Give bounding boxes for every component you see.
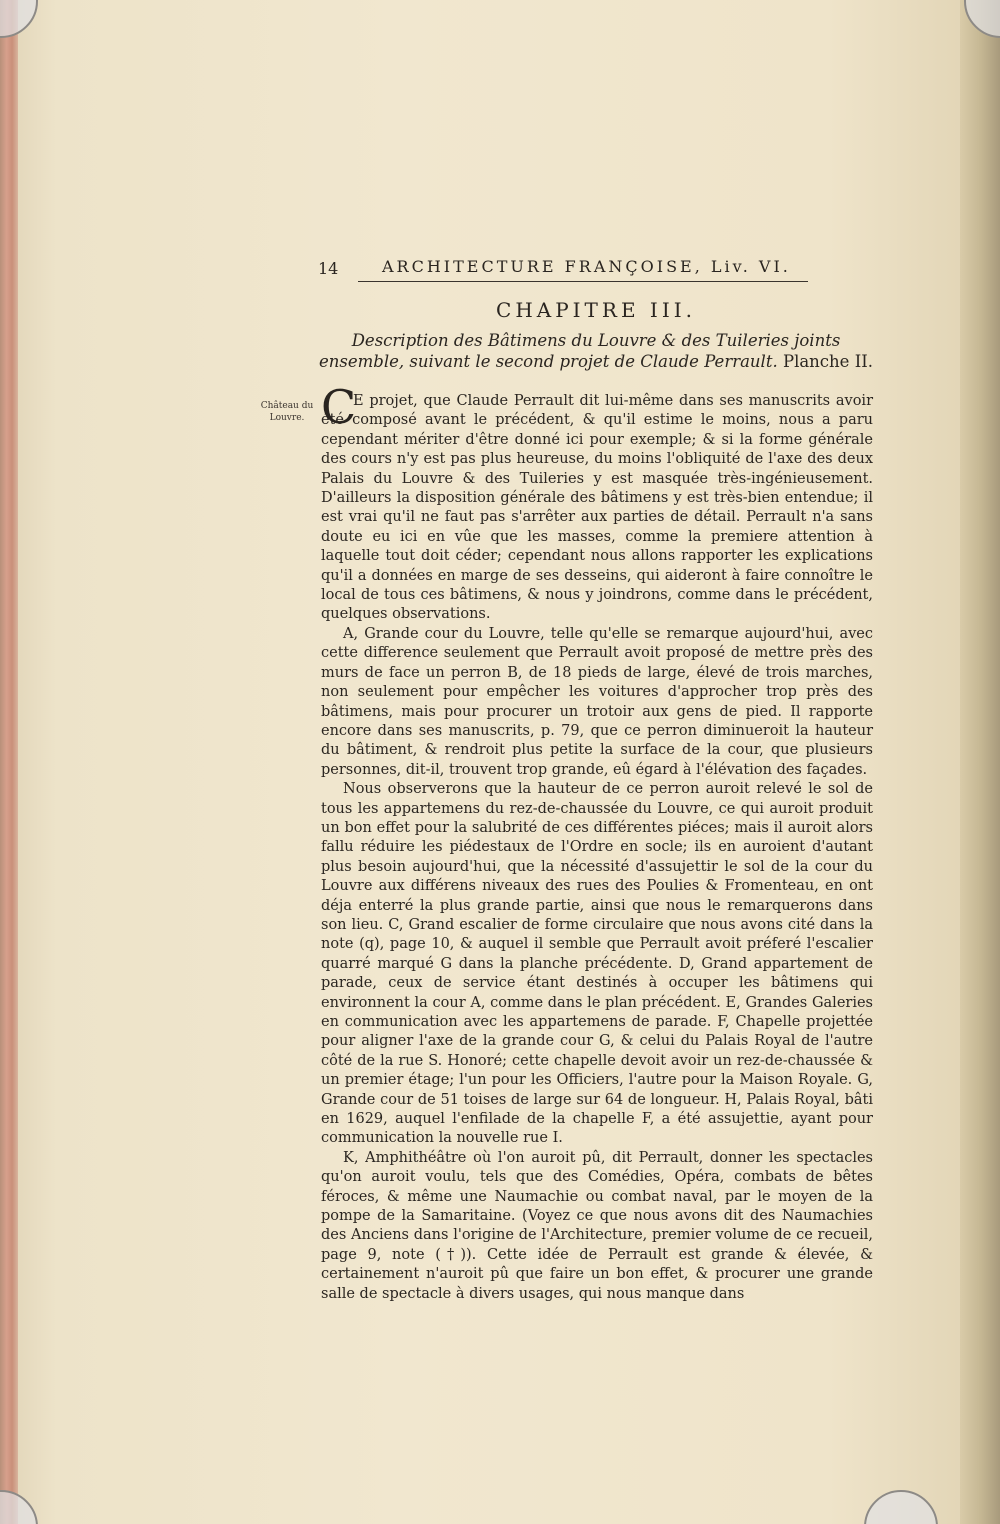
chapter-title: CHAPITRE III.	[496, 298, 696, 322]
running-head-title: ARCHITECTURE FRANÇOISE, Liv. VI.	[382, 257, 791, 276]
plate-reference: Planche II.	[782, 352, 873, 371]
running-head	[318, 255, 808, 285]
margin-note: Château du Louvre.	[260, 401, 314, 423]
paragraph-4: K, Amphithéâtre où l'on auroit pû, dit Perrault, donner les spectacles qu'on auroit voulu, tels que des Comédies, Opéra, combats de bêtes féroces, & même une Naumachie ou combat naval, par le moyen de la pompe de la Samaritaine. (Voyez ce que nous avons dit des Naumachies des Anciens dans l'origine de l'Architecture, premier volume de ce recueil, page 9, note (†)). Cette idée de Perrault est grande & élevée, & certainement n'auroit pû que faire un bon effet, & procurer une grande salle de spectacle à divers usages, qui nous manque dans	[321, 1149, 873, 1302]
paragraph-1: E projet, que Claude Perrault dit lui-même dans ses manuscrits avoir été composé avant le précédent, & qu'il estime le moins, nous a paru cependant mériter d'être donné ici pour exemple; & si la forme générale des cours n'y est pas plus heureuse, du moins l'obliquité de l'axe des deux Palais du Louvre & des Tuileries y est masquée très-ingénieusement. D'ailleurs la disposition générale des bâtimens y est très-bien entendue; il est vrai qu'il ne faut pas s'arrêter aux parties de détail. Perrault n'a sans doute eu ici en vûe que les masses, comme la premiere attention à laquelle tout doit céder; cependant nous allons rapporter les explications qu'il a données en marge de ses desseins, qui aideront à faire connoître le local de tous ces bâtimens, & nous y joindrons, comme dans le précédent, quelques observations.	[321, 393, 873, 623]
page-right-edge	[960, 0, 1000, 1524]
subtitle-text: Description des Bâtimens du Louvre & des Tuileries joints ensemble, suivant le second projet de Claude Perrault.	[319, 331, 841, 371]
paragraph-2: A, Grande cour du Louvre, telle qu'elle se remarque aujourd'hui, avec cette difference seulement que Perrault avoit proposé de mettre près des murs de face un perron B, de 18 pieds de large, élevé de trois marches, non seulement pour empêcher les voitures d'approcher trop près des bâtimens, mais pour procurer un trotoir aux gens de pied. Il rapporte encore dans ses manuscrits, p. 79, que ce perron diminueroit la hauteur du bâtiment, & rendroit plus petite la surface de la cour, que plusieurs personnes, dit-il, trouvent trop grande, eû égard à l'élévation des façades.	[321, 625, 873, 778]
drop-cap: C	[321, 380, 357, 434]
page-number: 14	[318, 259, 339, 278]
chapter-subtitle	[318, 330, 874, 372]
running-head-rule	[358, 281, 808, 282]
body-text	[321, 392, 873, 1304]
paragraph-3: Nous observerons que la hauteur de ce perron auroit relevé le sol de tous les appartemens du rez-de-chaussée du Louvre, ce qui auroit produit un bon effet pour la salubrité de ces différentes piéces; mais il auroit alors fallu réduire les piédestaux de l'Ordre en socle; ils en auroient d'autant plus besoin aujourd'hui, que la nécessité d'assujettir le sol de la cour du Louvre aux différens niveaux des rues des Poulies & Fromenteau, en ont déja enterré la plus grande partie, ainsi que nous le remarquerons dans son lieu. C, Grand escalier de forme circulaire que nous avons cité dans la note (q), page 10, & auquel il semble que Perrault avoit préferé l'escalier quarré marqué G dans la planche précédente. D, Grand appartement de parade, ceux de service étant destinés à occuper les bâtimens qui environnent la cour A, comme dans le plan précédent. E, Grandes Galeries en communication avec les appartemens de parade. F, Chapelle projettée pour aligner l'axe de la grande cour G, & celui du Palais Royal de l'autre côté de la rue S. Honoré; cette chapelle devoit avoir un rez-de-chaussée & un premier étage; l'un pour les Officiers, l'autre pour la Maison Royale. G, Grande cour de 51 toises de large sur 64 de longueur. H, Palais Royal, bâti en 1629, auquel l'enfilade de la chapelle F, a été assujettie, ayant pour communication la nouvelle rue I.	[321, 781, 873, 1147]
